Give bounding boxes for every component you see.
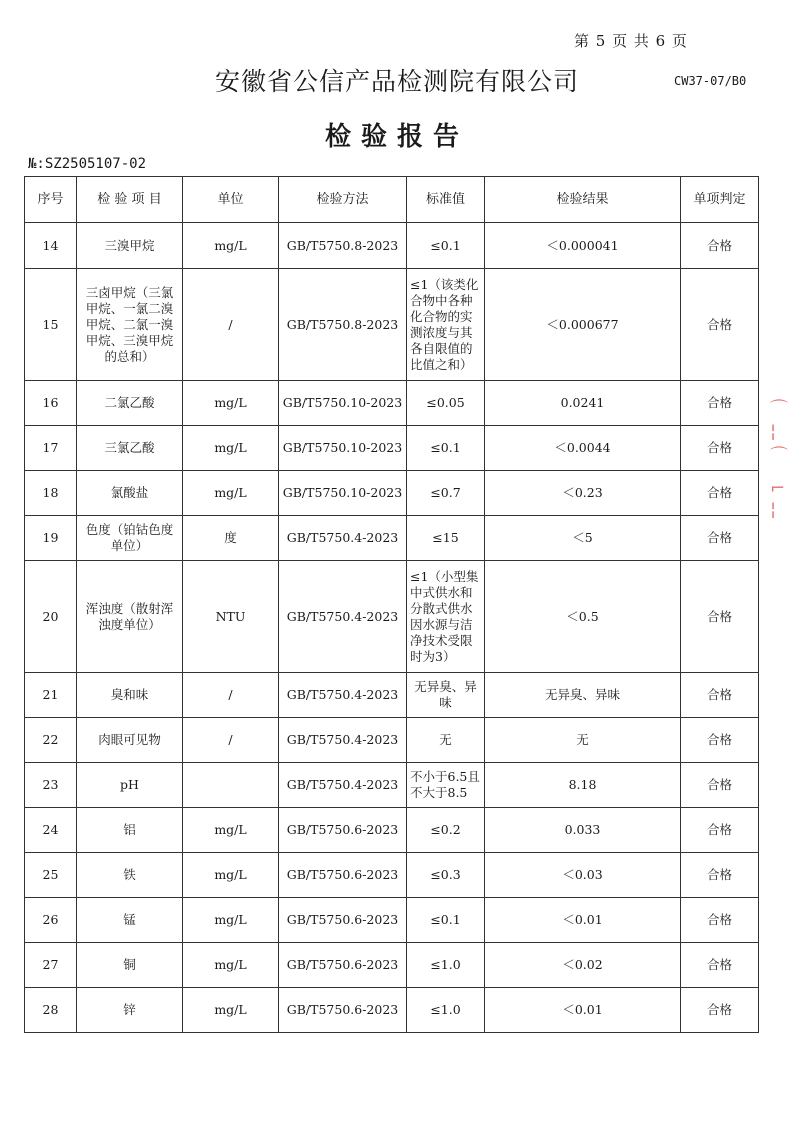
cell-standard: ≤0.3 [407, 853, 485, 898]
cell-result: ＜0.03 [485, 853, 681, 898]
cell-method: GB/T5750.4-2023 [279, 763, 407, 808]
table-row [25, 426, 759, 471]
cell-result: 8.18 [485, 763, 681, 808]
col-header-method: 检验方法 [279, 177, 407, 223]
cell-item: 铜 [77, 943, 183, 988]
cell-no: 23 [25, 763, 77, 808]
cell-result: 0.0241 [485, 381, 681, 426]
cell-no: 25 [25, 853, 77, 898]
organization-name: 安徽省公信产品检测院有限公司 [214, 67, 579, 96]
cell-no: 21 [25, 673, 77, 718]
cell-standard: 不小于6.5且不大于8.5 [407, 763, 485, 808]
cell-verdict: 合格 [681, 426, 759, 471]
cell-method: GB/T5750.6-2023 [279, 943, 407, 988]
cell-item: 肉眼可见物 [77, 718, 183, 763]
cell-method: GB/T5750.6-2023 [279, 988, 407, 1033]
cell-unit: mg/L [183, 943, 279, 988]
cell-item: 色度（铂钴色度单位） [77, 516, 183, 561]
cell-no: 24 [25, 808, 77, 853]
cell-item: 浑浊度（散射浑浊度单位） [77, 561, 183, 673]
cell-item: 三卤甲烷（三氯甲烷、一氯二溴甲烷、二氯一溴甲烷、三溴甲烷的总和） [77, 269, 183, 381]
cell-result: ＜5 [485, 516, 681, 561]
form-code: CW37-07/B0 [674, 74, 747, 88]
cell-method: GB/T5750.8-2023 [279, 269, 407, 381]
cell-result: ＜0.000041 [485, 223, 681, 269]
cell-unit: / [183, 269, 279, 381]
cell-verdict: 合格 [681, 561, 759, 673]
col-header-item: 检 验 项 目 [77, 177, 183, 223]
cell-result: 无异臭、异味 [485, 673, 681, 718]
cell-unit: mg/L [183, 853, 279, 898]
table-row [25, 943, 759, 988]
cell-no: 19 [25, 516, 77, 561]
cell-verdict: 合格 [681, 988, 759, 1033]
cell-verdict: 合格 [681, 269, 759, 381]
cell-unit [183, 763, 279, 808]
table-row [25, 718, 759, 763]
cell-verdict: 合格 [681, 898, 759, 943]
cell-unit: mg/L [183, 381, 279, 426]
cell-method: GB/T5750.6-2023 [279, 898, 407, 943]
cell-standard: ≤0.2 [407, 808, 485, 853]
cell-verdict: 合格 [681, 381, 759, 426]
cell-unit: mg/L [183, 426, 279, 471]
cell-unit: mg/L [183, 898, 279, 943]
col-header-no: 序号 [25, 177, 77, 223]
cell-method: GB/T5750.6-2023 [279, 853, 407, 898]
cell-unit: 度 [183, 516, 279, 561]
cell-standard: ≤0.1 [407, 898, 485, 943]
page-indicator: 第 5 页 共 6 页 [574, 32, 688, 50]
report-number: №:SZ2505107-02 [28, 156, 147, 172]
table-row [25, 808, 759, 853]
cell-no: 17 [25, 426, 77, 471]
cell-no: 22 [25, 718, 77, 763]
cell-item: 二氯乙酸 [77, 381, 183, 426]
cell-standard: ≤0.1 [407, 426, 485, 471]
cell-item: 锰 [77, 898, 183, 943]
cell-no: 26 [25, 898, 77, 943]
cell-verdict: 合格 [681, 673, 759, 718]
table-header-row [25, 177, 759, 223]
cell-result: ＜0.01 [485, 988, 681, 1033]
cell-no: 28 [25, 988, 77, 1033]
cell-item: 臭和味 [77, 673, 183, 718]
cell-verdict: 合格 [681, 471, 759, 516]
cell-result: ＜0.23 [485, 471, 681, 516]
cell-verdict: 合格 [681, 853, 759, 898]
table-row [25, 516, 759, 561]
cell-unit: / [183, 673, 279, 718]
table-row [25, 223, 759, 269]
cell-no: 16 [25, 381, 77, 426]
cell-standard: ≤1（小型集中式供水和分散式供水因水源与洁净技术受限时为3） [407, 561, 485, 673]
seal-stamp-fragment: ⌒ ¦ ⌒ [770, 399, 788, 467]
col-header-unit: 单位 [183, 177, 279, 223]
seal-stamp-fragment: ⌐ ¦ [770, 478, 786, 520]
cell-item: 锌 [77, 988, 183, 1033]
cell-method: GB/T5750.4-2023 [279, 561, 407, 673]
report-title: 检验报告 [324, 122, 469, 152]
cell-unit: NTU [183, 561, 279, 673]
cell-unit: mg/L [183, 808, 279, 853]
cell-item: 铝 [77, 808, 183, 853]
inspection-table [24, 176, 759, 1033]
cell-verdict: 合格 [681, 223, 759, 269]
cell-verdict: 合格 [681, 718, 759, 763]
cell-item: pH [77, 763, 183, 808]
cell-item: 三氯乙酸 [77, 426, 183, 471]
cell-standard: ≤0.7 [407, 471, 485, 516]
cell-method: GB/T5750.4-2023 [279, 718, 407, 763]
cell-item: 氯酸盐 [77, 471, 183, 516]
cell-method: GB/T5750.10-2023 [279, 381, 407, 426]
table-row [25, 673, 759, 718]
table-row [25, 381, 759, 426]
cell-result: 0.033 [485, 808, 681, 853]
table-row [25, 763, 759, 808]
cell-result: 无 [485, 718, 681, 763]
cell-unit: mg/L [183, 988, 279, 1033]
cell-standard: 无 [407, 718, 485, 763]
table-row [25, 898, 759, 943]
cell-no: 18 [25, 471, 77, 516]
cell-result: ＜0.000677 [485, 269, 681, 381]
cell-method: GB/T5750.8-2023 [279, 223, 407, 269]
cell-result: ＜0.02 [485, 943, 681, 988]
cell-result: ＜0.01 [485, 898, 681, 943]
cell-unit: mg/L [183, 471, 279, 516]
cell-result: ＜0.0044 [485, 426, 681, 471]
cell-verdict: 合格 [681, 943, 759, 988]
cell-no: 27 [25, 943, 77, 988]
cell-standard: ≤0.05 [407, 381, 485, 426]
cell-standard: ≤0.1 [407, 223, 485, 269]
cell-unit: mg/L [183, 223, 279, 269]
table-body [25, 223, 759, 1033]
table-row [25, 561, 759, 673]
cell-method: GB/T5750.10-2023 [279, 426, 407, 471]
cell-standard: ≤1.0 [407, 943, 485, 988]
cell-verdict: 合格 [681, 808, 759, 853]
cell-standard: 无异臭、异味 [407, 673, 485, 718]
col-header-standard: 标准值 [407, 177, 485, 223]
table-row [25, 471, 759, 516]
col-header-verdict: 单项判定 [681, 177, 759, 223]
table-row [25, 853, 759, 898]
cell-method: GB/T5750.4-2023 [279, 673, 407, 718]
cell-standard: ≤15 [407, 516, 485, 561]
cell-method: GB/T5750.4-2023 [279, 516, 407, 561]
cell-no: 20 [25, 561, 77, 673]
cell-no: 14 [25, 223, 77, 269]
table-row [25, 269, 759, 381]
cell-result: ＜0.5 [485, 561, 681, 673]
cell-method: GB/T5750.6-2023 [279, 808, 407, 853]
cell-standard: ≤1（该类化合物中各种化合物的实测浓度与其各自限值的比值之和） [407, 269, 485, 381]
table-row [25, 988, 759, 1033]
col-header-result: 检验结果 [485, 177, 681, 223]
cell-item: 铁 [77, 853, 183, 898]
cell-standard: ≤1.0 [407, 988, 485, 1033]
cell-no: 15 [25, 269, 77, 381]
cell-unit: / [183, 718, 279, 763]
cell-verdict: 合格 [681, 516, 759, 561]
cell-method: GB/T5750.10-2023 [279, 471, 407, 516]
cell-item: 三溴甲烷 [77, 223, 183, 269]
cell-verdict: 合格 [681, 763, 759, 808]
